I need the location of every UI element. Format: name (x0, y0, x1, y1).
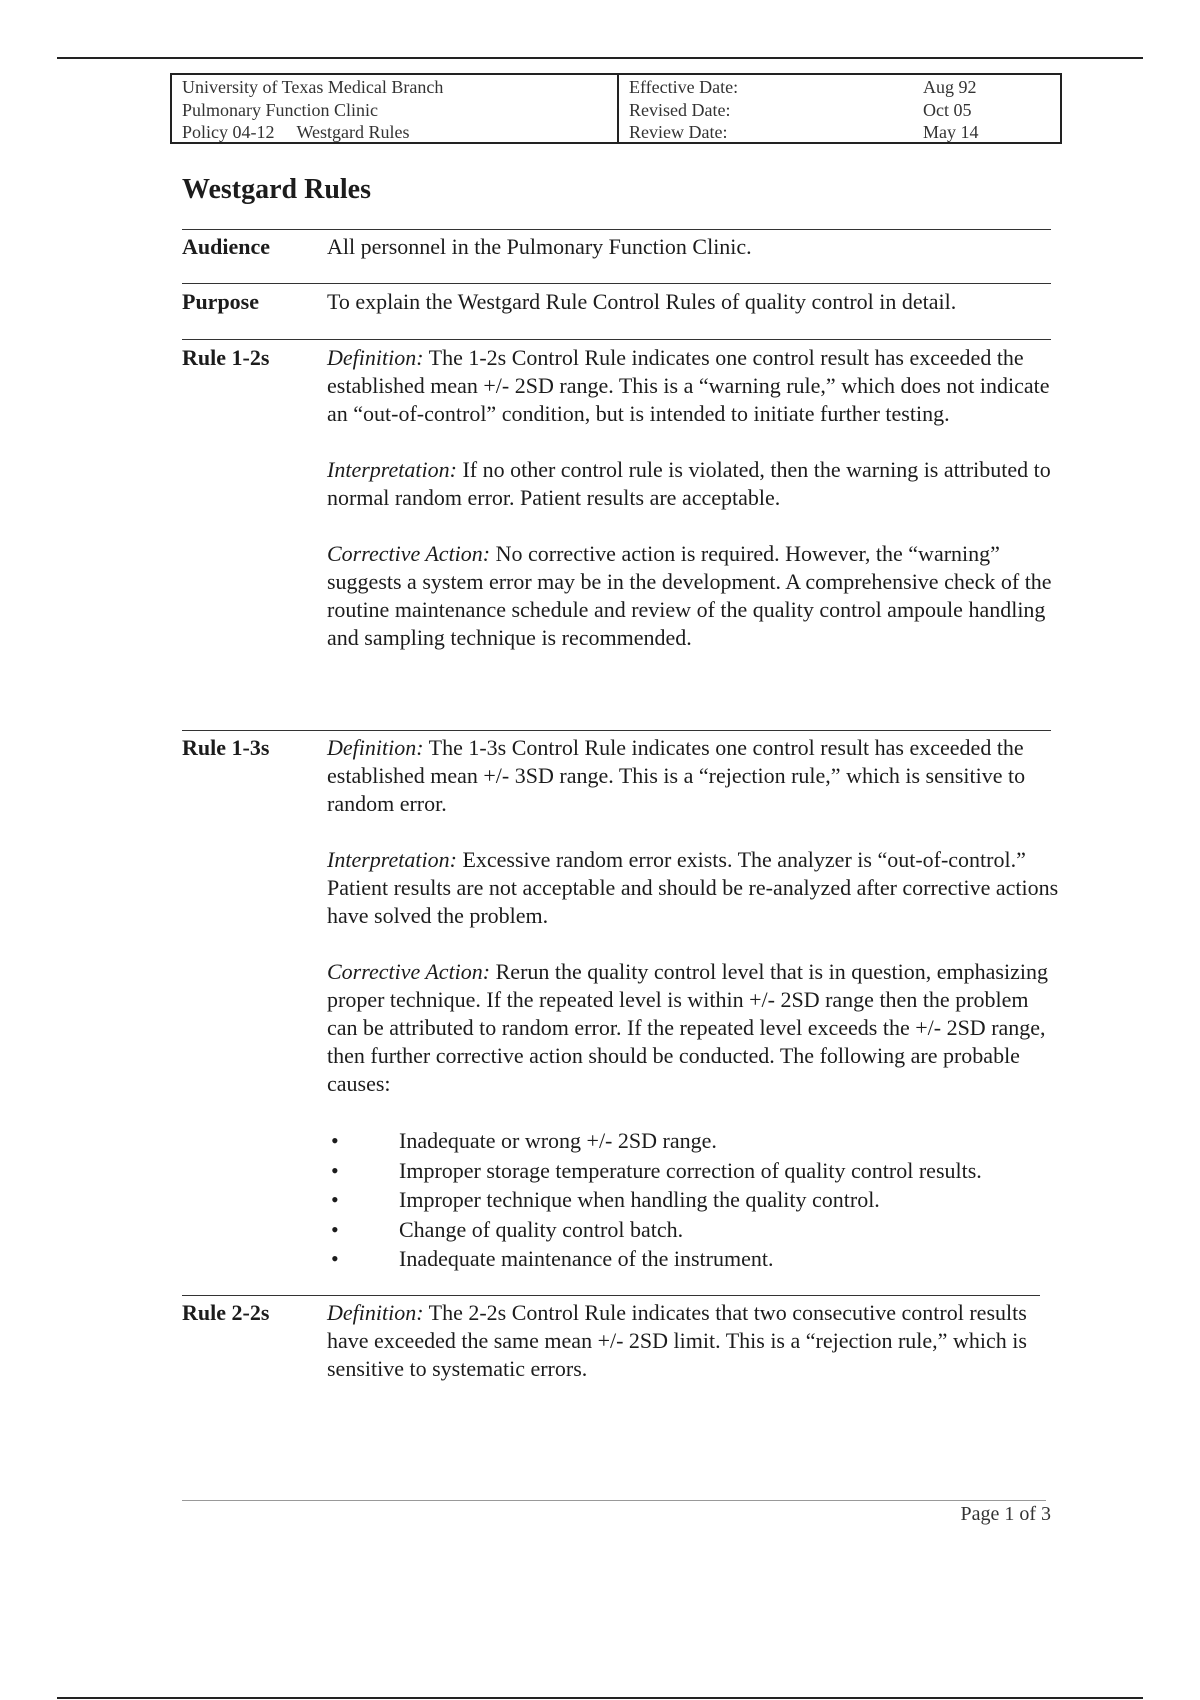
purpose-text: To explain the Westgard Rule Control Rules of quality control in detail. (327, 289, 957, 314)
section-separator (182, 1295, 1040, 1296)
list-item (327, 1185, 1062, 1215)
definition-text: The 1-2s Control Rule indicates one control result has exceeded the established mean +/- 2SD range. This is a “warning rule,” which does not indicate an “out-of-control” condition, but is intended to initiate further testing. (327, 345, 1050, 426)
header-right-cell (629, 76, 1054, 144)
rule-1-3s-label: Rule 1-3s (182, 735, 270, 760)
page-title: Westgard Rules (182, 174, 371, 205)
definition-text: The 2-2s Control Rule indicates that two consecutive control results have exceeded the same mean +/- 2SD limit. This is a “rejection rule,” which is sensitive to systematic errors. (327, 1300, 1027, 1381)
corrective-action-lead: Corrective Action: (327, 541, 491, 566)
policy-number: Policy 04-12 (182, 122, 275, 142)
purpose-label: Purpose (182, 289, 259, 314)
bullet-icon: • (331, 1187, 339, 1212)
bullet-icon: • (331, 1128, 339, 1153)
page-number: Page 1 of 3 (960, 1503, 1051, 1525)
policy-header-table (170, 73, 1062, 144)
definition-text: The 1-3s Control Rule indicates one control result has exceeded the established mean +/- 3SD range. This is a “rejection rule,” which is sensitive to random error. (327, 735, 1026, 816)
cause-text: Inadequate maintenance of the instrument. (399, 1246, 774, 1271)
section-separator (182, 229, 1051, 230)
list-item (327, 1126, 1062, 1156)
review-date-value: May 14 (923, 122, 979, 142)
interpretation-text: Excessive random error exists. The analyzer is “out-of-control.” Patient results are not acceptable and should be re-analyzed after corrective actions have solved the problem. (327, 847, 1059, 928)
bullet-icon: • (331, 1157, 339, 1183)
section-separator (182, 339, 1051, 340)
probable-causes-list (327, 1126, 1062, 1274)
definition-lead: Definition: (327, 1300, 424, 1325)
definition-lead: Definition: (327, 735, 424, 760)
rule-1-2s-definition (327, 344, 1062, 428)
rule-1-2s-content (327, 344, 1062, 652)
revised-date-row (629, 99, 1054, 122)
rule-1-2s-label: Rule 1-2s (182, 345, 270, 370)
audience-text: All personnel in the Pulmonary Function Clinic. (327, 234, 752, 259)
effective-date-value: Aug 92 (923, 77, 977, 97)
rule-2-2s-content (327, 1299, 1062, 1383)
page-bottom-rule (57, 1697, 1143, 1699)
header-divider (617, 75, 619, 142)
cause-text: Inadequate or wrong +/- 2SD range. (399, 1128, 717, 1153)
effective-date-row (629, 76, 1054, 99)
effective-date-label: Effective Date: (629, 77, 739, 97)
policy-title: Westgard Rules (296, 122, 410, 142)
audience-label: Audience (182, 234, 270, 259)
cause-text: Change of quality control batch. (399, 1216, 684, 1242)
list-item (327, 1215, 1062, 1245)
revised-date-label: Revised Date: (629, 99, 731, 120)
revised-date-value: Oct 05 (923, 99, 972, 120)
corrective-action-lead: Corrective Action: (327, 959, 491, 984)
interpretation-text: If no other control rule is violated, then the warning is attributed to normal random error. Patient results are acceptable. (327, 457, 1051, 510)
bullet-icon: • (331, 1246, 339, 1271)
rule-2-2s-label: Rule 2-2s (182, 1300, 270, 1325)
corrective-action-text: No corrective action is required. However, the “warning” suggests a system error may be in the development. A comprehensive check of the routine maintenance schedule and review of the quality control ampoule handling and sampling technique is recommended. (327, 541, 1052, 650)
bullet-icon: • (331, 1216, 339, 1242)
rule-1-2s-interpretation (327, 456, 1062, 512)
corrective-action-text: Rerun the quality control level that is in question, emphasizing proper technique. If the repeated level is within +/- 2SD range then the problem can be attributed to random error. If the repeated level exceeds the +/- 2SD range, then further corrective action should be conducted. The following are probable causes: (327, 959, 1048, 1096)
list-item (327, 1156, 1062, 1186)
interpretation-lead: Interpretation: (327, 457, 457, 482)
page-top-rule (57, 57, 1143, 59)
rule-1-3s-interpretation (327, 846, 1062, 930)
rule-1-2s-corrective-action (327, 540, 1062, 652)
header-org: University of Texas Medical Branch (182, 77, 444, 97)
interpretation-lead: Interpretation: (327, 847, 457, 872)
footer-rule (182, 1500, 1046, 1501)
review-date-label: Review Date: (629, 122, 728, 142)
rule-1-3s-content (327, 734, 1062, 1274)
rule-1-3s-corrective-action (327, 958, 1062, 1098)
cause-text: Improper technique when handling the quality control. (399, 1187, 880, 1212)
rule-1-3s-definition (327, 734, 1062, 818)
header-left-cell (182, 76, 622, 144)
list-item (327, 1244, 1062, 1274)
review-date-row (629, 121, 1054, 144)
rule-2-2s-definition (327, 1299, 1062, 1383)
section-separator (182, 730, 1051, 731)
section-separator (182, 283, 1051, 284)
header-policy (182, 121, 622, 144)
cause-text: Improper storage temperature correction of quality control results. (399, 1157, 982, 1183)
definition-lead: Definition: (327, 345, 424, 370)
header-clinic: Pulmonary Function Clinic (182, 99, 378, 120)
